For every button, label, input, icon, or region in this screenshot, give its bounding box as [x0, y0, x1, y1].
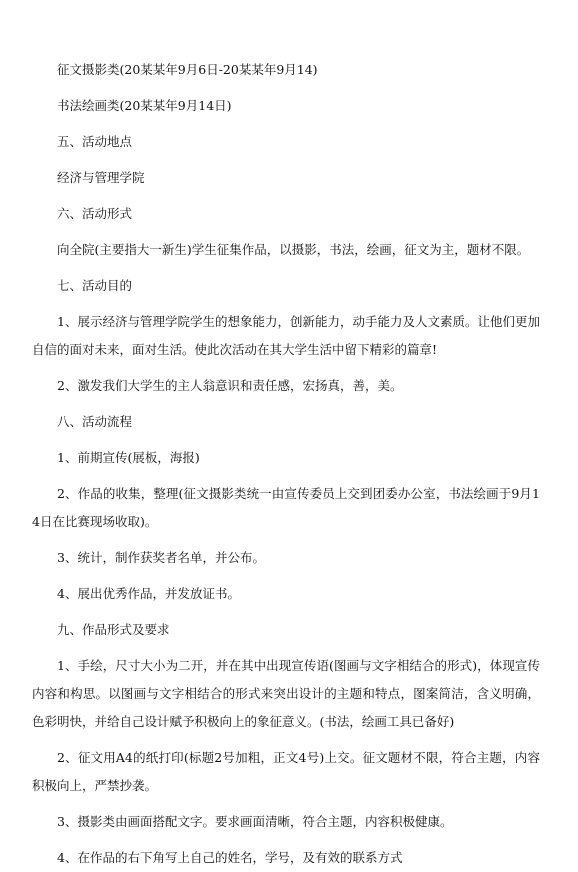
paragraph-requirement-3: 3、摄影类由画面搭配文字。要求画面清晰，符合主题，内容积极健康。 — [57, 814, 453, 829]
paragraph-location: 经济与管理学院 — [57, 170, 145, 185]
heading-activity-form: 六、活动形式 — [57, 206, 133, 221]
paragraph-requirement-1: 1、手绘，尺寸大小为二开，并在其中出现宣传语(图画与文字相结合的形式)，体现宣传内容和构思。以图画与文字相结合的形式来突出设计的主题和特点，图案简洁，含义明确，色彩明快，并给自己设计赋予积极向上的象征意义。(书法，绘画工具已备好) — [32, 658, 540, 729]
paragraph-purpose-1: 1、展示经济与管理学院学生的想象能力，创新能力，动手能力及人文素质。让他们更加自信的面对未来，面对生活。使此次活动在其大学生活中留下精彩的篇章! — [32, 314, 540, 357]
paragraph-process-2: 2、作品的收集，整理(征文摄影类统一由宣传委员上交到团委办公室，书法绘画于9月14日在比赛现场收取)。 — [32, 486, 540, 529]
paragraph-purpose-2: 2、激发我们大学生的主人翁意识和责任感，宏扬真，善，美。 — [57, 378, 403, 393]
paragraph-process-1: 1、前期宣传(展板，海报) — [57, 450, 200, 465]
paragraph-requirement-4: 4、在作品的右下角写上自己的姓名，学号，及有效的联系方式 — [57, 850, 403, 865]
paragraph-photo-essay-dates: 征文摄影类(20某某年9月6日-20某某年9月14) — [57, 62, 318, 77]
heading-activity-purpose: 七、活动目的 — [57, 278, 133, 293]
paragraph-requirement-2: 2、征文用A4的纸打印(标题2号加粗，正文4号)上交。征文题材不限，符合主题，内容积极向上，严禁抄袭。 — [32, 750, 540, 793]
heading-work-requirements: 九、作品形式及要求 — [57, 622, 170, 637]
paragraph-process-3: 3、统计，制作获奖者名单，并公布。 — [57, 550, 265, 565]
paragraph-process-4: 4、展出优秀作品，并发放证书。 — [57, 586, 240, 601]
paragraph-activity-form: 向全院(主要指大一新生)学生征集作品，以摄影，书法，绘画，征文为主，题材不限。 — [57, 242, 530, 257]
heading-activity-process: 八、活动流程 — [57, 414, 133, 429]
paragraph-calligraphy-dates: 书法绘画类(20某某年9月14日) — [57, 98, 232, 113]
heading-activity-location: 五、活动地点 — [57, 134, 133, 149]
